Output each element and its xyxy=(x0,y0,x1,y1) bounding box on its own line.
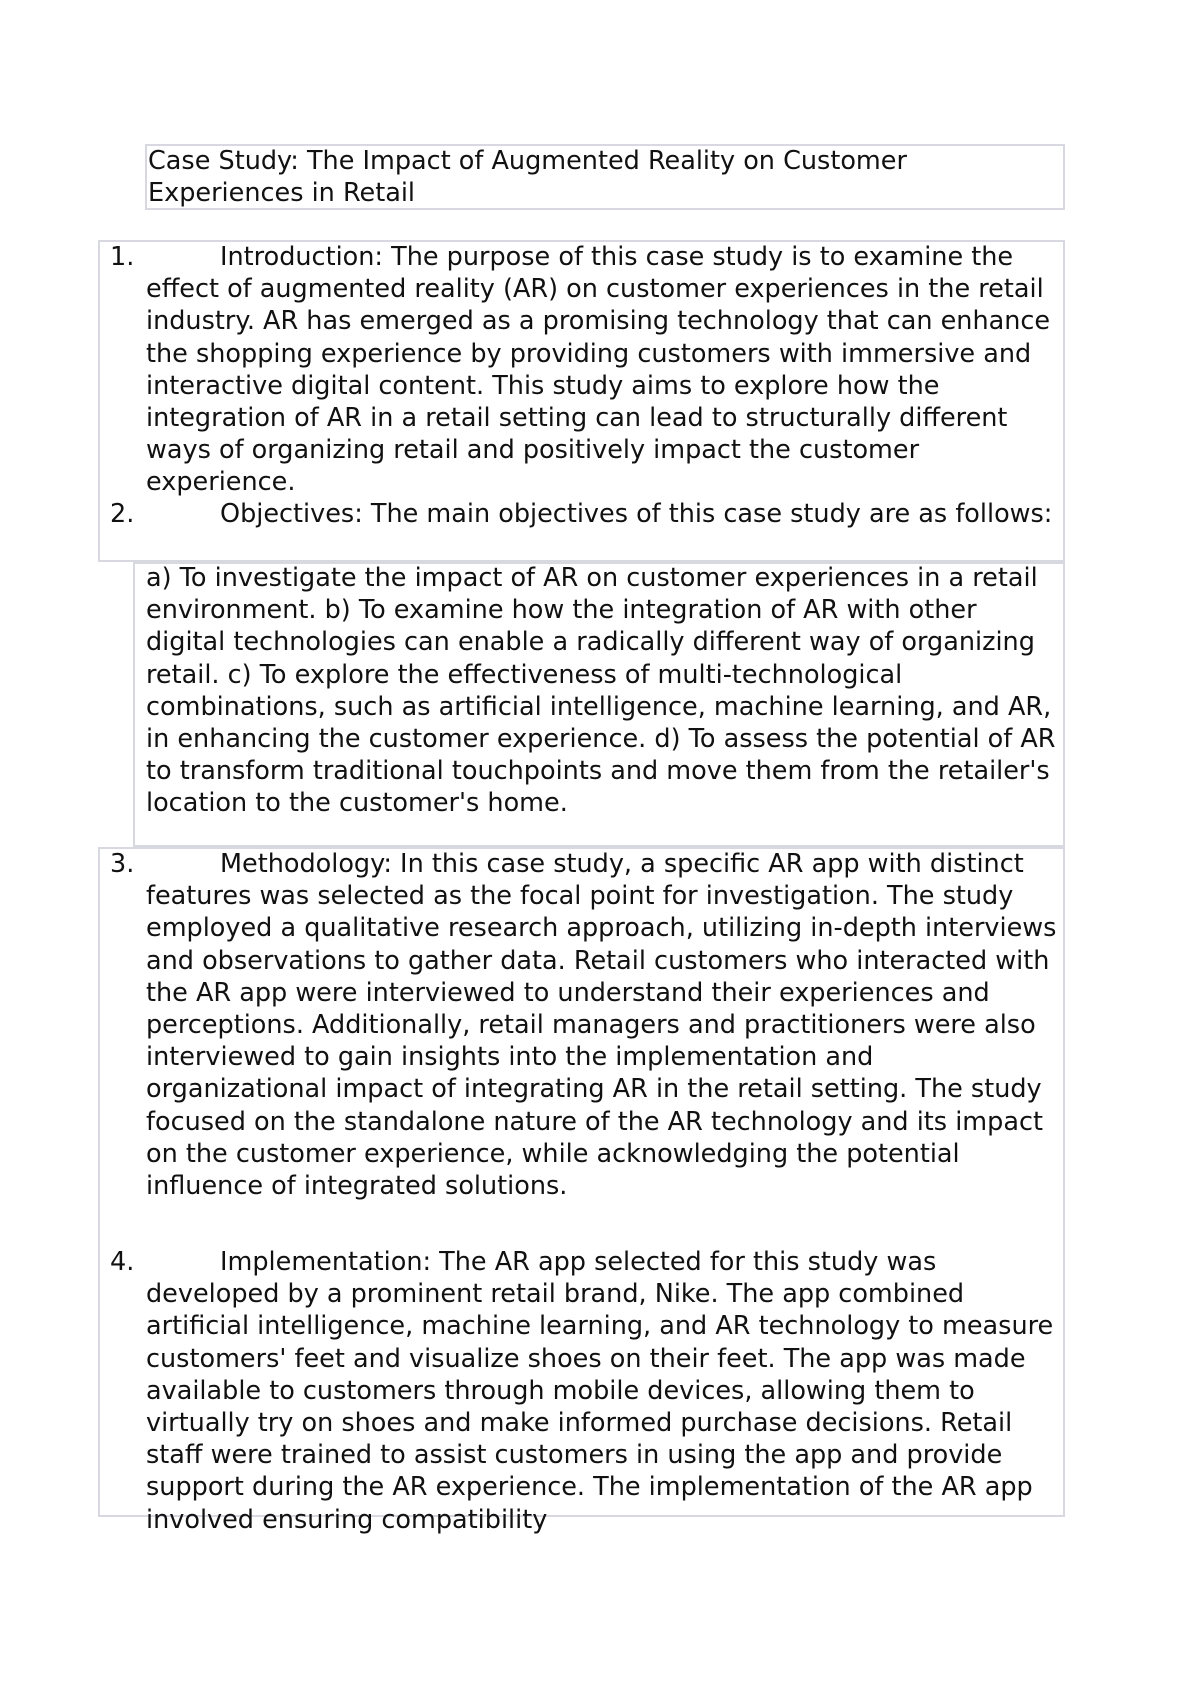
list-number: 2. xyxy=(110,499,135,529)
list-item-text: Implementation: The AR app selected for this study was developed by a prominent retail brand, Nike. The app combined artificial intelligence, machine learning, and AR technology to measure customers' feet and visualize shoes on their feet. The app was made available to customers through mobile devices, allowing them to virtually try on shoes and make informed purchase decisions. Retail staff were trained to assist customers in using the app and provide support during the AR experience. The implementation of the AR app involved ensuring compatibility xyxy=(146,1247,1054,1535)
list-item-text: Methodology: In this case study, a specific AR app with distinct features was selected as the focal point for investigation. The study employed a qualitative research approach, utilizing in-depth interviews and observations to gather data. Retail customers who interacted with the AR app were interviewed to understand their experiences and perceptions. Additionally, retail managers and practitioners were also interviewed to gain insights into the implementation and organizational impact of integrating AR in the retail setting. The study focused on the standalone nature of the AR technology and its impact on the customer experience, while acknowledging the potential influence of integrated solutions. xyxy=(146,849,1057,1202)
list-number: 1. xyxy=(110,242,135,272)
document-title: Case Study: The Impact of Augmented Reality on Customer Experiences in Retail xyxy=(148,146,907,209)
list-item-text: Objectives: The main objectives of this case study are as follows: xyxy=(220,499,1053,529)
title-box xyxy=(145,144,1065,210)
list-number: 3. xyxy=(110,849,135,879)
list-number: 4. xyxy=(110,1247,135,1277)
list-item-text: Introduction: The purpose of this case study is to examine the effect of augmented reality (AR) on customer experiences in the retail industry. AR has emerged as a promising technology that can enhance the shopping experience by providing customers with immersive and interactive digital content. This study aims to explore how the integration of AR in a retail setting can lead to structurally different ways of organizing retail and positively impact the customer experience. xyxy=(146,242,1051,498)
objectives-detail-text: a) To investigate the impact of AR on customer experiences in a retail environment. b) To examine how the integration of AR with other digital technologies can enable a radically different way of organizing retail. c) To explore the effectiveness of multi-technological combinations, such as artificial intelligence, machine learning, and AR, in enhancing the customer experience. d) To assess the potential of AR to transform traditional touchpoints and move them from the retailer's location to the customer's home. xyxy=(146,563,1056,819)
objectives-detail xyxy=(146,562,1060,820)
